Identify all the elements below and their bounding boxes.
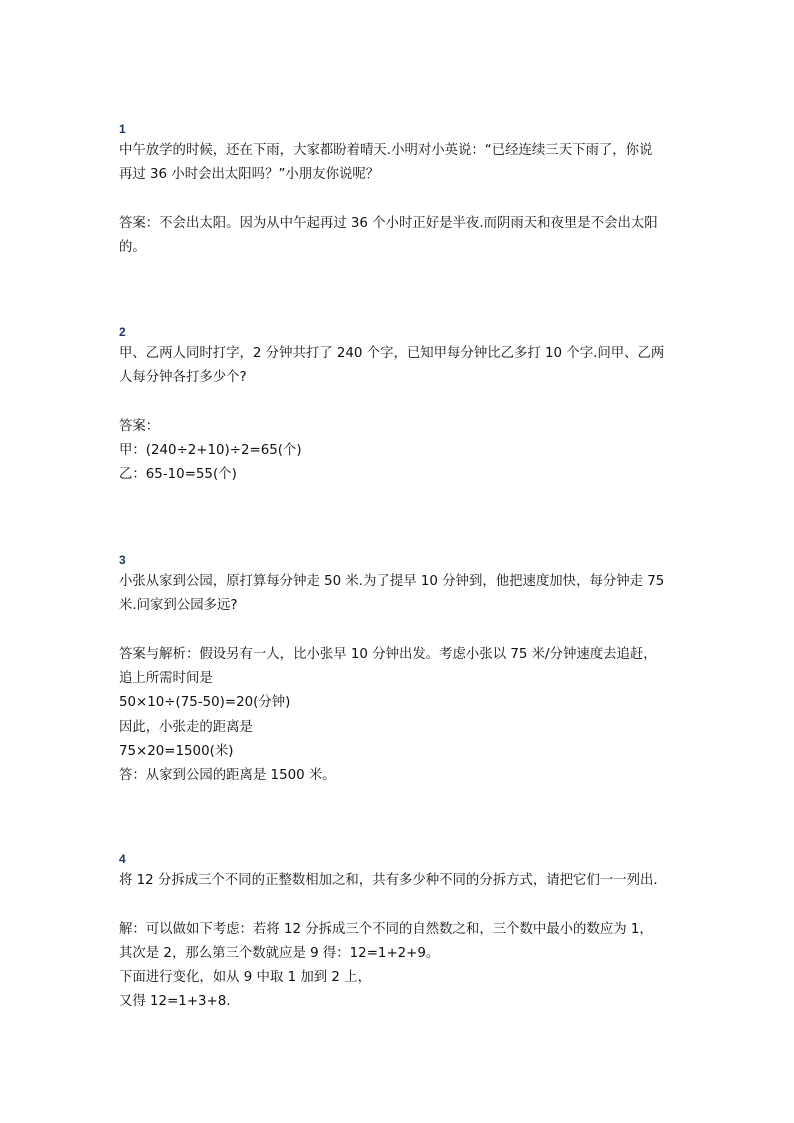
answer-line: 其次是 2，那么第三个数就应是 9 得：12=1+2+9。	[119, 945, 440, 961]
problem-1	[119, 121, 684, 260]
answer-line: 答案：不会出太阳。因为从中午起再过 36 个小时正好是半夜.而阴雨天和夜里是不会出太阳	[119, 215, 658, 231]
answer-line: 解：可以做如下考虑：若将 12 分拆成三个不同的自然数之和，三个数中最小的数应为 1，	[119, 921, 653, 937]
paragraph-gap	[119, 893, 684, 917]
paragraph-gap	[119, 188, 684, 212]
question-line: 再过 36 小时会出太阳吗？”小朋友你说呢？	[119, 167, 380, 183]
answer-line: 的。	[119, 240, 146, 256]
answer-line: 下面进行变化，如从 9 中取 1 加到 2 上，	[119, 970, 371, 986]
answer-line: 又得 12=1+3+8.	[119, 994, 231, 1010]
problem-2	[119, 324, 684, 488]
problem-3	[119, 552, 684, 789]
question-line: 中午放学的时候，还在下雨，大家都盼着晴天.小明对小英说：“已经连续三天下雨了，你说	[119, 143, 653, 158]
answer-line: 答：从家到公园的距离是 1500 米。	[119, 768, 336, 784]
answer-line: 甲：(240÷2+10)÷2=65(个)	[119, 443, 302, 459]
question-line: 甲、乙两人同时打字，2 分钟共打了 240 个字，已知甲每分钟比乙多打 10 个字.问甲、乙两	[119, 346, 665, 361]
answer-line: 答案与解析：假设另有一人，比小张早 10 分钟出发。考虑小张以 75 米/分钟速度去追赶，	[119, 646, 657, 662]
answer-line: 追上所需时间是	[119, 671, 213, 687]
question-line: 小张从家到公园，原打算每分钟走 50 米.为了提早 10 分钟到，他把速度加快，每分钟走 75	[119, 574, 665, 589]
problem-number: 1	[119, 122, 126, 136]
answer-line: 乙：65-10=55(个)	[119, 467, 237, 483]
answer-line: 50×10÷(75-50)=20(分钟)	[119, 695, 291, 711]
question-line: 人每分钟各打多少个?	[119, 370, 247, 386]
question-line: 将 12 分拆成三个不同的正整数相加之和，共有多少种不同的分拆方式，请把它们一一列出.	[119, 873, 658, 888]
question-line: 米.问家到公园多远?	[119, 598, 238, 614]
answer-line: 75×20=1500(米)	[119, 744, 234, 760]
paragraph-gap	[119, 619, 684, 643]
problem-number: 4	[119, 852, 126, 866]
problem-4	[119, 851, 684, 1015]
problem-number: 3	[119, 553, 126, 567]
answer-line: 因此，小张走的距离是	[119, 719, 253, 735]
problem-number: 2	[119, 325, 126, 339]
answer-line: 答案：	[119, 418, 160, 434]
paragraph-gap	[119, 391, 684, 415]
